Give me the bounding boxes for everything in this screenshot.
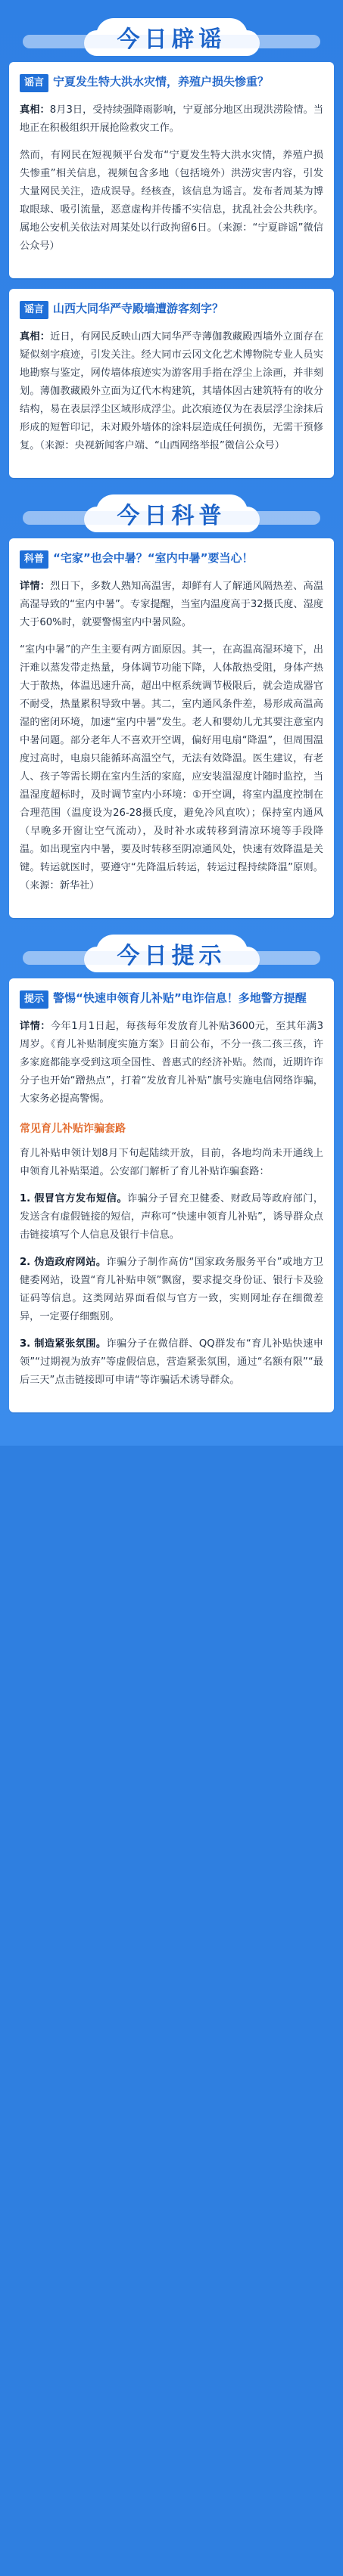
rumor-card-1 <box>9 62 334 278</box>
article-headline: 科普 “宅家”也会中暑？“室内中暑”要当心！ <box>20 549 323 569</box>
section-banner-rumor <box>0 12 343 56</box>
article-headline: 谣言 宁夏发生特大洪水灾情，养殖户损失惨重？ <box>20 73 323 92</box>
article-headline: 谣言 山西大同华严寺殿墙遭游客刻字？ <box>20 299 323 319</box>
list-item: 2. 伪造政府网站。诈骗分子制作高仿“国家政务服务平台”或地方卫健委网站，设置“育儿补贴申领”飘窗，要求提交身份证、银行卡及验证码等信息。这类网站界面看似与官方一致，实则网址存在细微差异，一定要仔细甄别。 <box>20 1257 323 1322</box>
section-banner-tips <box>0 928 343 972</box>
paragraph: 然而，有网民在短视频平台发布“宁夏发生特大洪水灾情，养殖户损失惨重”相关信息，视频包含多地（包括境外）洪涝灾害内容，引发大量网民关注，造成误导。经核查，该信息为谣言。发布者周某为博取眼球、吸引流量，恶意虚构并传播不实信息，扰乱社会公共秩序。属地公安机关依法对周某处以行政拘留6日。（来源：“宁夏辟谣”微信公众号） <box>20 150 323 252</box>
paragraph: 真相：8月3日，受持续强降雨影响，宁夏部分地区出现洪涝险情。当地正在积极组织开展抢险救灾工作。 <box>20 104 324 134</box>
tag-badge: 谣言 <box>20 301 48 319</box>
tag-badge: 科普 <box>20 550 48 569</box>
subheading: 常见育儿补贴诈骗套路 <box>20 1123 126 1135</box>
tag-badge: 提示 <box>20 990 48 1009</box>
paragraph: “室内中暑”的产生主要有两方面原因。其一，在高温高湿环境下，出汗难以蒸发带走热量，身体调节功能下降，人体散热受阻，身体产热大于散热，体温迅速升高，超出中枢系统调节极限后，就会造成器官不耐受，热量累积导致中暑。其二，室内通风条件差，易形成高温高湿的密闭环境，加速“室内中暑”发生。老人和婴幼儿尤其要注意室内中暑问题。部分老年人不喜欢开空调，偏好用电扇“降温”，但周围温度过高时，电扇只能循环高温空气，无法有效降温。医生建议，有老人、孩子等需长期在室内生活的家庭，应安装温湿度计随时监控，当温湿度超标时，及时调节室内小环境：①开空调，将室内温度控制在合理范围（温度设为26-28摄氏度，避免冷风直吹）；保持室内通风（早晚多开窗让空气流动），及时补水或转移到清凉环境等手段降温。如出现室内中暑，要及时转移至阴凉通风处，快速有效降温是关键。转运就医时，要遵守“先降温后转运，转运过程持续降温”原则。（来源：新华社） <box>20 644 323 891</box>
list-item: 3. 制造紧张氛围。诈骗分子在微信群、QQ群发布“育儿补贴快速申领”“过期视为放弃”等虚假信息，营造紧张氛围，通过“名额有限”“最后三天”点击链接即可申请“等诈骗话术诱导群众。 <box>20 1338 323 1386</box>
article-headline: 提示 警惕“快速申领育儿补贴”电诈信息！多地警方提醒 <box>20 989 323 1009</box>
rumor-card-2 <box>9 289 334 478</box>
science-card <box>9 538 334 918</box>
paragraph: 详情：今年1月1日起，每孩每年发放育儿补贴3600元，至其年满3周岁。《育儿补贴制度实施方案》日前公布，不分一孩二孩三孩，许多家庭都能享受到这项全国性、普惠式的经济补贴。然而，近期许诈分子也开始“蹭热点”，打着“发放育儿补贴”旗号实施电信网络诈骗，大家务必提高警惕。 <box>20 1021 324 1105</box>
section-banner-science <box>0 488 343 532</box>
section-title: 今日科普 <box>117 503 226 529</box>
paragraph: 详情：烈日下，多数人熟知高温害，却鲜有人了解通风隔热差、高温高湿导致的“室内中暑”。专家提醒，当室内温度高于32摄氏度、湿度大于60%时，就要警惕室内中暑风险。 <box>20 581 324 628</box>
list-item: 1. 假冒官方发布短信。诈骗分子冒充卫健委、财政局等政府部门，发送含有虚假链接的短信，声称可“快速申领育儿补贴”，诱导群众点击链接填写个人信息及银行卡信息。 <box>20 1193 324 1241</box>
paragraph: 真相：近日，有网民反映山西大同华严寺薄伽教藏殿西墙外立面存在疑似刻字痕迹，引发关注。经大同市云冈文化艺术博物院专业人员实地勘察与鉴定，网传墙体痕迹实为游客用手指在浮尘上涂画，并非刻划。薄伽教藏殿外立面为辽代木构建筑，其墙体因古建筑特有的收分结构，易在表层浮尘区域形成浮尘。此次痕迹仅为在表层浮尘涂抹后形成的短暂印记，未对殿外墙体的涂料层造成任何损伤，无需干预修复。（来源：央视新闻客户端、“山西网络举报”微信公众号） <box>20 331 324 451</box>
section-title: 今日提示 <box>117 943 226 969</box>
paragraph: 育儿补贴申领计划8月下旬起陆续开放，目前，各地均尚未开通线上申领育儿补贴渠道。公安部门解析了育儿补贴诈骗套路： <box>20 1148 323 1177</box>
section-title: 今日辟谣 <box>117 26 226 53</box>
tips-card <box>9 978 334 1412</box>
tag-badge: 谣言 <box>20 74 48 92</box>
